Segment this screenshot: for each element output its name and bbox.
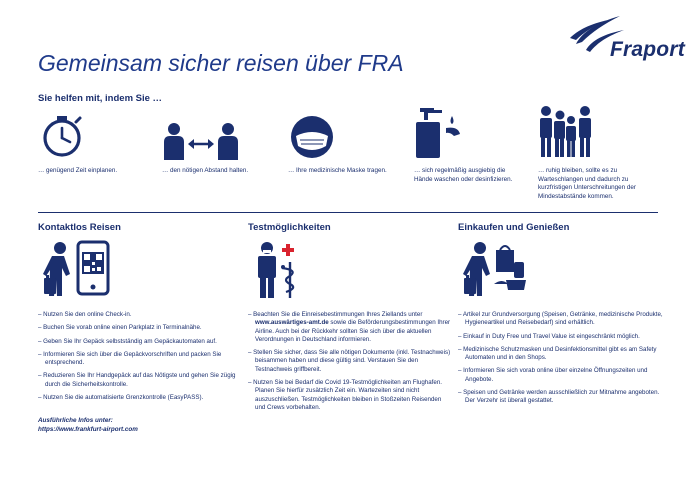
fraport-logo xyxy=(568,10,686,68)
list-item: – Informieren Sie sich vorab online über einzelne Öffnungszeiten und Angebote. xyxy=(458,367,663,384)
list-item: – Reduzieren Sie Ihr Handgepäck auf das Nötigste und gehen Sie zügig durch die Sicherheitskontrolle. xyxy=(38,372,243,389)
list-item: – Einkauf in Duty Free und Travel Value ist eingeschränkt möglich. xyxy=(458,333,663,341)
traveler-qr-phone-icon xyxy=(42,240,112,298)
mask-icon xyxy=(288,114,336,160)
testing-heading: Testmöglichkeiten xyxy=(248,222,331,233)
footer-label: Ausführliche Infos unter: xyxy=(38,417,113,424)
shopping-list xyxy=(458,311,663,411)
queue-icon xyxy=(538,104,596,160)
list-item: – Informieren Sie sich über die Gepäckvorschriften und packen Sie entsprechend. xyxy=(38,351,243,368)
shopping-heading: Einkaufen und Genießen xyxy=(458,222,570,233)
list-item: – Beachten Sie die Einreisebestimmungen Ihres Ziellands unter www.auswärtiges-amt.de sowie die Beförderungsbestimmungen Ihrer Airline. Auch bei der Rückkehr sollten Sie sich über die aktuellen Verordnungen in Deutschland informieren. xyxy=(248,311,453,344)
fraport-wordmark: Fraport xyxy=(610,38,685,61)
list-item: – Medizinische Schutzmasken und Desinfektionsmittel gibt es am Safety Automaten und in den Shops. xyxy=(458,346,663,363)
tips-subtitle: Sie helfen mit, indem Sie … xyxy=(38,93,163,104)
section-divider xyxy=(38,212,658,213)
distance-icon xyxy=(162,122,242,160)
list-item: – Buchen Sie vorab online einen Parkplatz in Terminalnähe. xyxy=(38,324,243,332)
footer-url-link[interactable]: https://www.frankfurt-airport.com xyxy=(38,426,138,433)
tip-distance-text: … den nötigen Abstand halten. xyxy=(162,167,249,174)
contactless-list xyxy=(38,311,243,407)
list-item: – Stellen Sie sicher, dass Sie alle nötigen Dokumente (inkl. Testnachweis) beisammen haben und diese gültig sind. Verstauen Sie den Testnachweis griffbereit. xyxy=(248,349,453,374)
tip-time-text: … genügend Zeit einplanen. xyxy=(38,167,118,174)
footer-info xyxy=(38,416,138,434)
page-title: Gemeinsam sicher reisen über FRA xyxy=(38,50,404,76)
list-item: – Artikel zur Grundversorgung (Speisen, Getränke, medizinische Produkte, Hygieneartikel und Reisebedarf) sind erhältlich. xyxy=(458,311,663,328)
tip-handwash-text: … sich regelmäßig ausgiebig die Hände waschen oder desinfizieren. xyxy=(414,167,513,183)
list-item: – Nutzen Sie bei Bedarf die Covid 19-Testmöglichkeiten am Flughafen. Planen Sie hierfür zusätzlich Zeit ein. Wartezeiten sind nicht auszuschließen. Testmöglichkeiten bleiben in Stoßzeiten Reisenden und Crews vorbehalten. xyxy=(248,379,453,412)
tip-mask-text: … Ihre medizinische Maske tragen. xyxy=(288,167,387,174)
hand-wash-icon xyxy=(414,106,464,160)
shopping-traveler-icon xyxy=(462,240,528,298)
list-item: – Speisen und Getränke werden ausschließlich zur Mitnahme angeboten. Der Verzehr ist überall gestattet. xyxy=(458,389,663,406)
testing-list xyxy=(248,311,453,417)
list-item: – Geben Sie Ihr Gepäck selbstständig am Gepäckautomaten auf. xyxy=(38,338,243,346)
contactless-heading: Kontaktlos Reisen xyxy=(38,222,121,233)
medical-test-icon xyxy=(256,240,306,300)
tip-queue-text: … ruhig bleiben, sollte es zu Warteschlangen und dadurch zu kurzfristigen Unterschreitungen der Mindestabstände kommen. xyxy=(538,167,636,200)
list-item: – Nutzen Sie die automatisierte Grenzkontrolle (EasyPASS). xyxy=(38,394,243,402)
clock-icon xyxy=(38,114,86,160)
list-item: – Nutzen Sie den online Check-in. xyxy=(38,311,243,319)
auswaertiges-amt-link[interactable]: www.auswärtiges-amt.de xyxy=(255,319,329,327)
